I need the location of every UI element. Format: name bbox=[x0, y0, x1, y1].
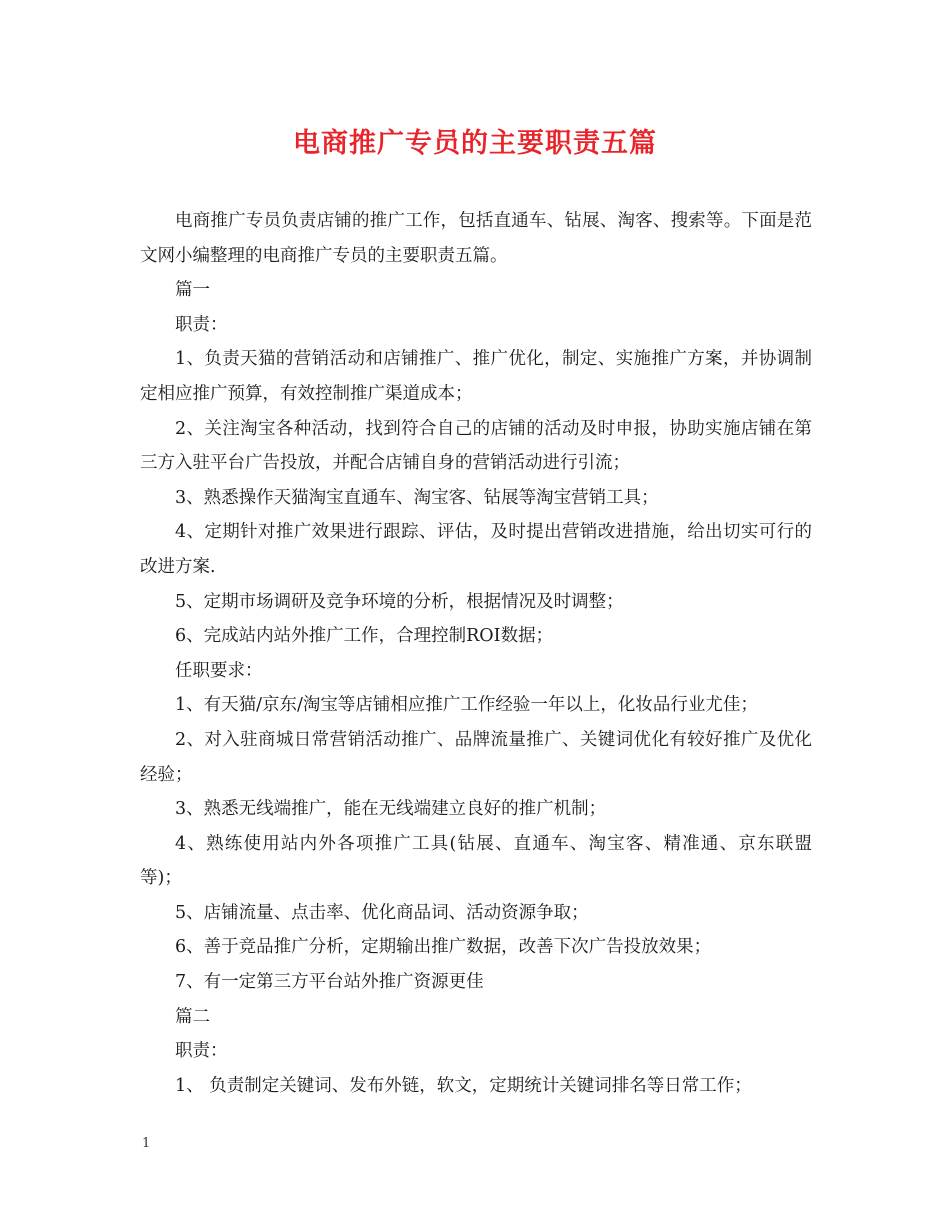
list-item: 3、熟悉操作天猫淘宝直通车、淘宝客、钻展等淘宝营销工具； bbox=[175, 487, 659, 508]
document-body bbox=[140, 204, 812, 1103]
intro-paragraph: 电商推广专员负责店铺的推广工作，包括直通车、钻展、淘客、搜索等。下面是范文网小编整理的电商推广专员的主要职责五篇。 bbox=[140, 211, 812, 266]
list-item: 2、关注淘宝各种活动，找到符合自己的店铺的活动及时申报，协助实施店铺在第三方入驻平台广告投放，并配合店铺自身的营销活动进行引流； bbox=[140, 418, 812, 474]
subsection-heading: 职责： bbox=[175, 314, 228, 335]
list-item: 5、定期市场调研及竞争环境的分析，根据情况及时调整； bbox=[175, 591, 624, 612]
subsection-heading: 职责： bbox=[175, 1041, 228, 1062]
list-item: 2、对入驻商城日常营销活动推广、品牌流量推广、关键词优化有较好推广及优化经验； bbox=[140, 729, 812, 785]
subsection-heading: 任职要求： bbox=[175, 660, 263, 681]
list-item: 1、有天猫/京东/淘宝等店铺相应推广工作经验一年以上，化妆品行业尤佳； bbox=[175, 695, 758, 716]
list-item: 7、有一定第三方平台站外推广资源更佳 bbox=[175, 972, 484, 993]
list-item: 4、熟练使用站内外各项推广工具(钻展、直通车、淘宝客、精准通、京东联盟等)； bbox=[140, 833, 812, 889]
section-heading: 篇一 bbox=[175, 280, 210, 301]
list-item: 4、定期针对推广效果进行跟踪、评估，及时提出营销改进措施，给出切实可行的改进方案. bbox=[140, 522, 812, 577]
document-title: 电商推广专员的主要职责五篇 bbox=[293, 128, 657, 159]
list-item: 3、熟悉无线端推广，能在无线端建立良好的推广机制； bbox=[175, 799, 607, 820]
page-number: 1 bbox=[142, 1136, 151, 1151]
list-item: 6、完成站内站外推广工作，合理控制ROI数据； bbox=[175, 626, 554, 647]
list-item: 6、善于竞品推广分析，定期输出推广数据，改善下次广告投放效果； bbox=[175, 937, 712, 958]
list-item: 5、店铺流量、点击率、优化商品词、活动资源争取； bbox=[175, 902, 589, 923]
list-item: 1、 负责制定关键词、发布外链，软文，定期统计关键词排名等日常工作； bbox=[175, 1075, 752, 1096]
section-heading: 篇二 bbox=[175, 1006, 210, 1027]
list-item: 1、负责天猫的营销活动和店铺推广、推广优化，制定、实施推广方案，并协调制定相应推广预算，有效控制推广渠道成本； bbox=[140, 349, 812, 404]
